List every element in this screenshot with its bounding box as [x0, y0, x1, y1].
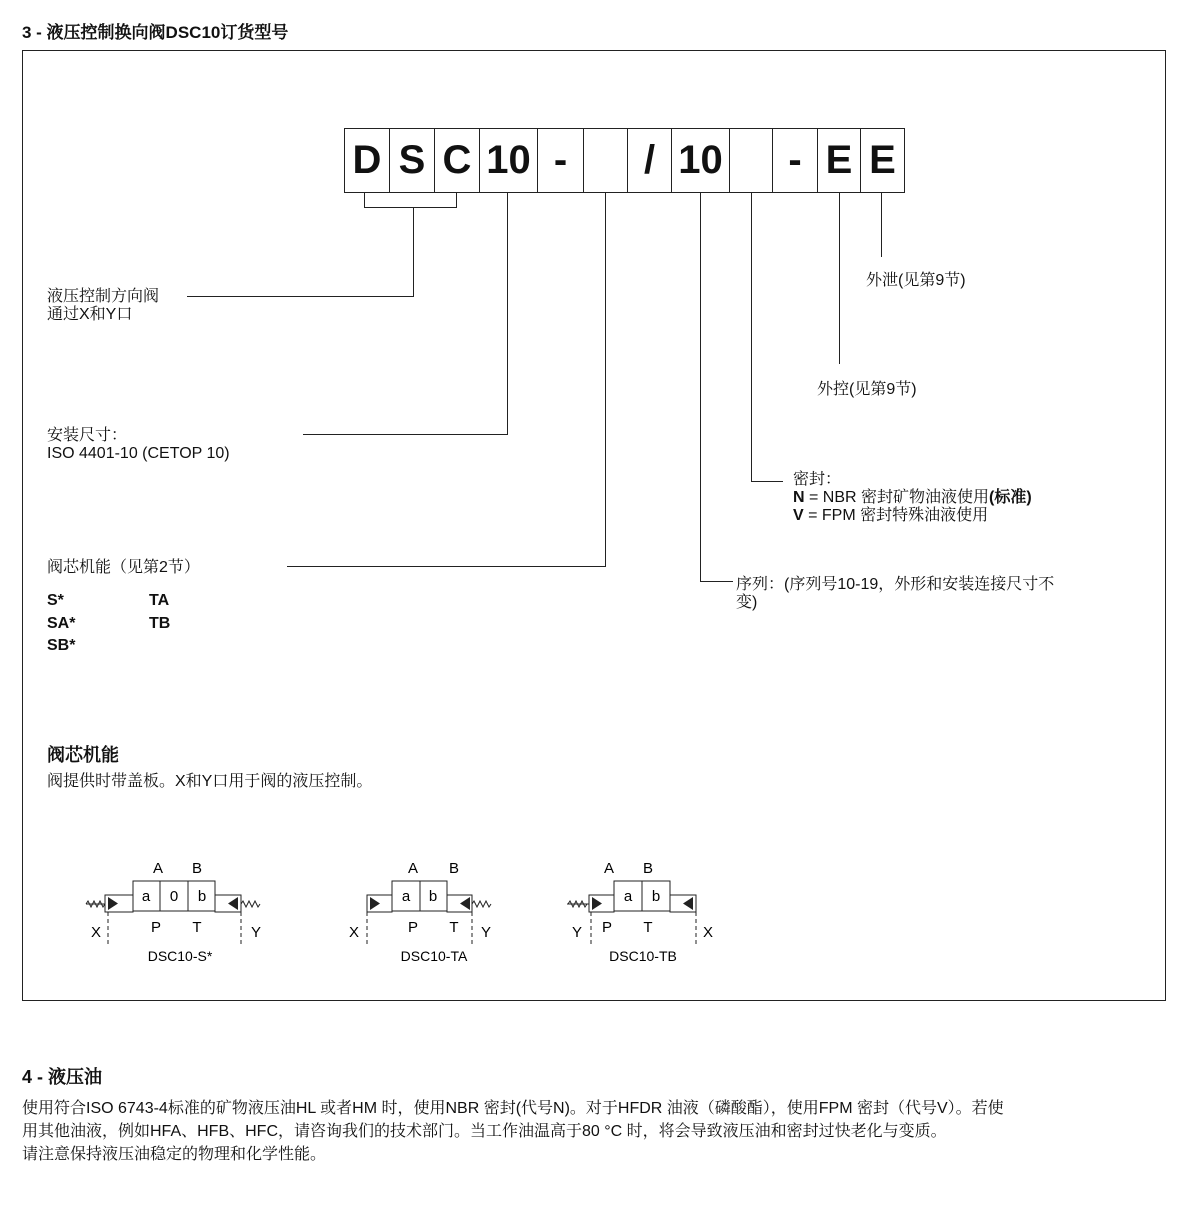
spool-codes-right: TA TB [149, 592, 171, 632]
port-b-label: B [642, 860, 654, 877]
paragraph-line: 用其他油液，例如HFA、HFB、HFC，请咨询我们的技术部门。当工作油温高于80 °C 时，将会导致液压油和密封过快老化与变质。 [22, 1123, 947, 1140]
symbol-name: DSC10-S* [147, 948, 213, 964]
cell-label: b [428, 888, 438, 905]
port-t-label: T [449, 919, 459, 936]
leader-pilot-vertical [839, 193, 840, 364]
cell-label: a [623, 888, 633, 905]
code-box-spool [583, 128, 628, 193]
leader-valve-horizontal [187, 296, 414, 297]
port-a-label: A [152, 860, 164, 877]
spool-section-description: 阀提供时带盖板。X和Y口用于阀的液压控制。 [47, 773, 373, 790]
cell-label: a [401, 888, 411, 905]
leader-series-vertical [700, 193, 701, 582]
code-box-d: D [344, 128, 390, 193]
paragraph-line: 请注意保持液压油稳定的物理和化学性能。 [22, 1146, 327, 1163]
code-box-dash-2: - [772, 128, 818, 193]
label-mounting: 安装尺寸： ISO 4401-10 (CETOP 10) [47, 427, 230, 462]
leader-seal-vertical [751, 193, 752, 482]
symbol-name: DSC10-TA [400, 948, 468, 964]
label-spool-function: 阀芯机能（见第2节） [47, 559, 200, 576]
cell-label: a [141, 888, 151, 905]
cell-label: 0 [169, 888, 179, 905]
port-left-label: Y [571, 924, 583, 941]
symbol-name: DSC10-TB [609, 948, 677, 964]
code-box-dash-1: - [537, 128, 584, 193]
section-3-title: 3 - 液压控制换向阀DSC10订货型号 [22, 23, 289, 42]
cell-label: b [197, 888, 207, 905]
cell-label: b [651, 888, 661, 905]
port-t-label: T [643, 919, 653, 936]
leader-valve-vertical [413, 207, 414, 297]
leader-mounting-horizontal [303, 434, 508, 435]
port-b-label: B [191, 860, 203, 877]
spool-symbols [0, 850, 1200, 970]
code-box-series: 10 [671, 128, 730, 193]
label-external-pilot: 外控(见第9节) [817, 381, 917, 398]
leader-drain-vertical [881, 193, 882, 257]
code-box-seal [729, 128, 773, 193]
leader-spool-horizontal [287, 566, 606, 567]
code-box-c: C [434, 128, 480, 193]
label-seals: 密封： N = NBR 密封矿物油液使用(标准) V = FPM 密封特殊油液使用 [793, 471, 1032, 524]
bracket-bottom [364, 207, 457, 208]
symbol-dsc10-ta [349, 860, 491, 964]
bracket-right [456, 193, 457, 208]
leader-seal-horizontal [751, 481, 783, 482]
symbol-dsc10-s [86, 860, 261, 964]
code-box-s: S [389, 128, 435, 193]
port-left-label: X [348, 924, 360, 941]
bracket-left [364, 193, 365, 208]
port-t-label: T [192, 919, 202, 936]
port-p-label: P [601, 919, 613, 936]
leader-spool-vertical [605, 193, 606, 567]
code-box-drain: E [860, 128, 905, 193]
port-b-label: B [448, 860, 460, 877]
code-box-slash: / [627, 128, 672, 193]
label-valve-type: 液压控制方向阀 通过X和Y口 [47, 288, 160, 323]
port-a-label: A [603, 860, 615, 877]
leader-mounting-vertical [507, 193, 508, 435]
spool-codes-left: S* SA* SB* [47, 592, 76, 654]
paragraph-line: 使用符合ISO 6743-4标准的矿物液压油HL 或者HM 时，使用NBR 密封(代号N)。对于HFDR 油液（磷酸酯），使用FPM 密封（代号V）。若使 [22, 1100, 1004, 1117]
symbol-dsc10-tb [567, 860, 713, 964]
port-right-label: Y [250, 924, 262, 941]
code-box-size: 10 [479, 128, 538, 193]
port-right-label: Y [480, 924, 492, 941]
port-p-label: P [150, 919, 162, 936]
label-series: 序列：(序列号10-19，外形和安装连接尺寸不 变) [736, 576, 1055, 611]
code-box-pilot: E [817, 128, 861, 193]
spool-section-title: 阀芯机能 [47, 745, 119, 765]
port-p-label: P [407, 919, 419, 936]
port-a-label: A [407, 860, 419, 877]
leader-series-horizontal [700, 581, 733, 582]
port-left-label: X [90, 924, 102, 941]
label-external-drain: 外泄(见第9节) [866, 272, 966, 289]
hydraulic-fluid-text [22, 1097, 1172, 1166]
port-right-label: X [702, 924, 714, 941]
section-4-title: 4 - 液压油 [22, 1067, 103, 1087]
